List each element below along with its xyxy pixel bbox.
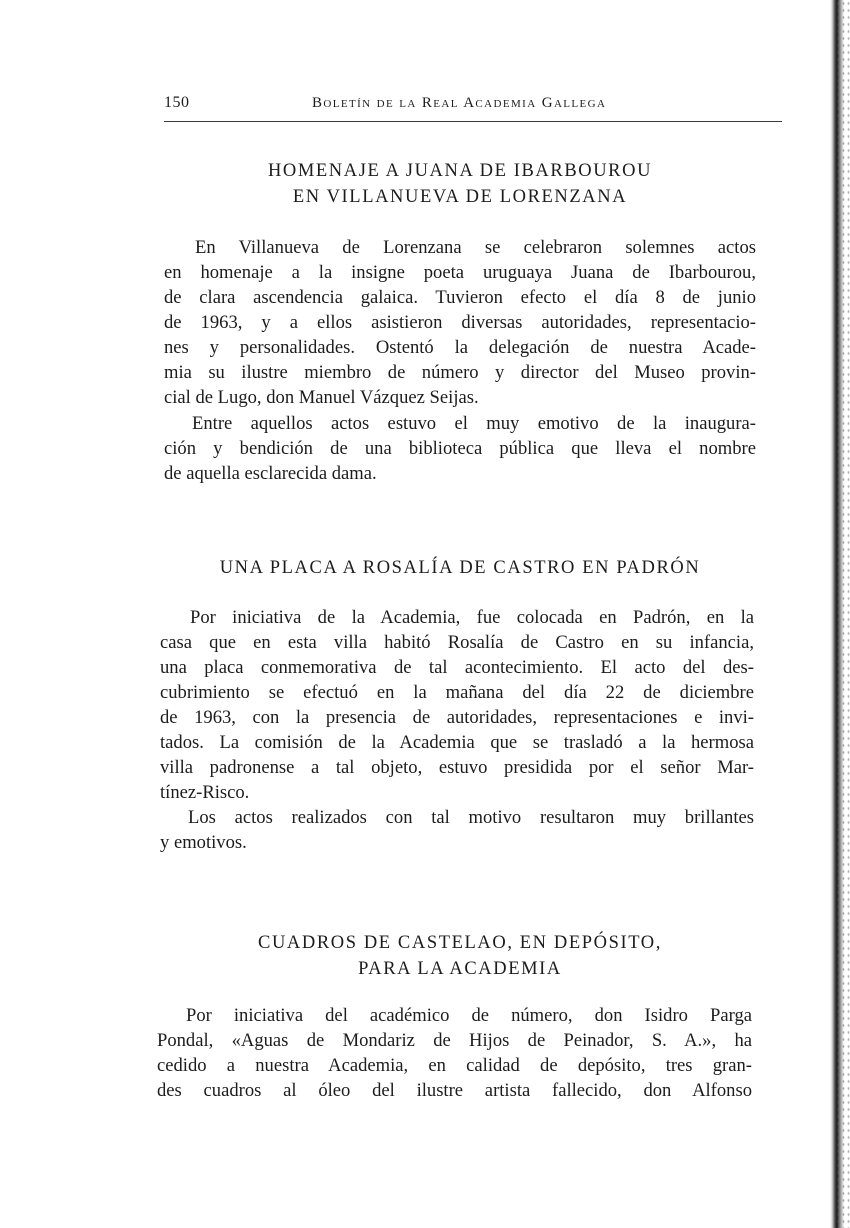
header-rule xyxy=(164,121,782,122)
text-line: Entre aquellos actos estuvo el muy emotivo de la inaugura- xyxy=(192,413,756,434)
title-line: UNA PLACA A ROSALÍA DE CASTRO EN PADRÓN xyxy=(219,558,701,578)
text-line: tínez-Risco. xyxy=(160,782,250,803)
text-line: ción y bendición de una biblioteca pública que lleva el nombre xyxy=(164,438,756,459)
title-line: PARA LA ACADEMIA xyxy=(358,959,562,979)
text-line: de clara ascendencia galaica. Tuvieron efecto el día 8 de junio xyxy=(164,287,756,308)
page-number: 150 xyxy=(164,94,190,111)
text-line: Por iniciativa del académico de número, don Isidro Parga xyxy=(186,1005,752,1026)
text-line: cubrimiento se efectuó en la mañana del día 22 de diciembre xyxy=(160,682,754,703)
text-line: casa que en esta villa habitó Rosalía de Castro en su infancia, xyxy=(160,632,754,653)
scan-edge-speckle xyxy=(836,0,850,1228)
text-line: de aquella esclarecida dama. xyxy=(164,463,377,484)
running-title: Boletín de la Real Academia Gallega xyxy=(312,95,607,111)
text-line: y emotivos. xyxy=(160,832,247,853)
text-line: villa padronense a tal objeto, estuvo presidida por el señor Mar- xyxy=(160,757,754,778)
text-line: nes y personalidades. Ostentó la delegación de nuestra Acade- xyxy=(164,337,756,358)
text-line: una placa conmemorativa de tal acontecimiento. El acto del des- xyxy=(160,657,754,678)
text-line: en homenaje a la insigne poeta uruguaya Juana de Ibarbourou, xyxy=(164,262,756,283)
text-line: mia su ilustre miembro de número y director del Museo provin- xyxy=(164,362,756,383)
text-line: cial de Lugo, don Manuel Vázquez Seijas. xyxy=(164,387,479,408)
text-line: de 1963, con la presencia de autoridades, representaciones e invi- xyxy=(160,707,754,728)
text-line: En Villanueva de Lorenzana se celebraron solemnes actos xyxy=(195,237,756,258)
text-line: Por iniciativa de la Academia, fue colocada en Padrón, en la xyxy=(190,607,754,628)
section-title-castelao xyxy=(160,930,760,982)
section-title-rosalia xyxy=(160,555,760,581)
title-line: HOMENAJE A JUANA DE IBARBOUROU xyxy=(267,161,653,181)
section-title-ibarbourou xyxy=(160,158,760,210)
text-line: tados. La comisión de la Academia que se trasladó a la hermosa xyxy=(160,732,754,753)
running-header xyxy=(164,94,784,116)
text-line: Los actos realizados con tal motivo resultaron muy brillantes xyxy=(188,807,754,828)
text-line: de 1963, y a ellos asistieron diversas autoridades, representacio- xyxy=(164,312,756,333)
text-line: cedido a nuestra Academia, en calidad de depósito, tres gran- xyxy=(157,1055,752,1076)
title-line: CUADROS DE CASTELAO, EN DEPÓSITO, xyxy=(258,933,662,953)
title-line: EN VILLANUEVA DE LORENZANA xyxy=(292,187,628,207)
text-line: Pondal, «Aguas de Mondariz de Hijos de Peinador, S. A.», ha xyxy=(157,1030,752,1051)
text-line: des cuadros al óleo del ilustre artista fallecido, don Alfonso xyxy=(157,1080,752,1101)
